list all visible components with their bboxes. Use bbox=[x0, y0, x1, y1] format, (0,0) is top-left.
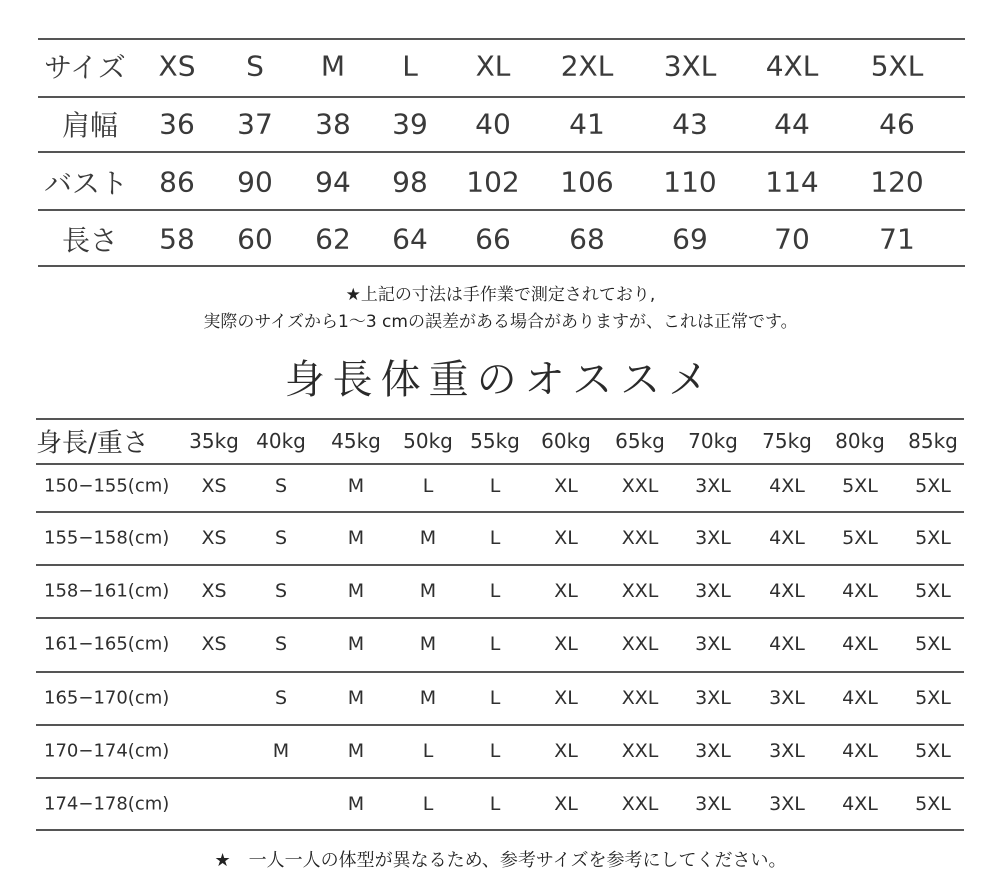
size-table-rule bbox=[38, 151, 965, 153]
recommend-size-cell: L bbox=[422, 475, 434, 497]
recommend-size-cell: L bbox=[489, 687, 501, 709]
recommend-size-cell: XL bbox=[554, 633, 578, 655]
recommend-size-cell: M bbox=[419, 580, 437, 602]
recommend-size-cell: 5XL bbox=[915, 580, 951, 602]
recommend-size-cell: 5XL bbox=[842, 475, 878, 497]
recommend-size-cell: XL bbox=[554, 687, 578, 709]
recommend-size-cell: M bbox=[347, 793, 365, 815]
size-table-rule bbox=[38, 96, 965, 98]
measurement-note-line-2: 実際のサイズから1〜3 cmの誤差がある場合がありますが、これは正常です。 bbox=[203, 312, 798, 332]
recommend-size-cell: 3XL bbox=[695, 687, 731, 709]
recommend-size-cell: 3XL bbox=[695, 580, 731, 602]
recommend-size-cell: M bbox=[347, 687, 365, 709]
recommend-header-weight: 75kg bbox=[762, 429, 812, 453]
recommend-size-cell: 3XL bbox=[695, 527, 731, 549]
recommend-size-cell: XXL bbox=[621, 580, 659, 602]
size-header-cell: 2XL bbox=[560, 49, 614, 83]
recommend-header-weight: 60kg bbox=[541, 429, 591, 453]
recommend-size-cell: XXL bbox=[621, 687, 659, 709]
size-table-rule bbox=[38, 209, 965, 211]
recommend-size-cell: L bbox=[489, 580, 501, 602]
size-value-cell: 39 bbox=[392, 107, 428, 141]
recommend-header-weight: 40kg bbox=[256, 429, 306, 453]
size-header-cell: 3XL bbox=[663, 49, 717, 83]
size-value-cell: 36 bbox=[159, 107, 195, 141]
recommend-size-cell: 3XL bbox=[769, 687, 805, 709]
recommend-height-range: 170−174(cm) bbox=[44, 740, 170, 762]
recommend-header-weight: 55kg bbox=[470, 429, 520, 453]
recommend-size-cell: 5XL bbox=[915, 527, 951, 549]
recommend-size-cell: S bbox=[274, 475, 288, 497]
size-header-cell: XL bbox=[475, 49, 511, 83]
recommend-size-cell: XL bbox=[554, 475, 578, 497]
recommend-header-weight: 80kg bbox=[835, 429, 885, 453]
size-value-cell: 106 bbox=[560, 165, 614, 199]
recommend-size-cell: 4XL bbox=[842, 580, 878, 602]
size-header-cell: XS bbox=[158, 49, 196, 83]
recommend-header-weight: 70kg bbox=[688, 429, 738, 453]
recommend-size-cell: L bbox=[489, 527, 501, 549]
recommend-size-cell: 4XL bbox=[769, 633, 805, 655]
recommend-height-range: 158−161(cm) bbox=[44, 580, 170, 602]
size-header-label: サイズ bbox=[44, 51, 126, 84]
recommend-size-cell: M bbox=[419, 527, 437, 549]
recommend-size-cell: 5XL bbox=[915, 475, 951, 497]
recommend-size-cell: M bbox=[419, 687, 437, 709]
recommend-table-rule bbox=[36, 511, 964, 513]
recommend-size-cell: 3XL bbox=[769, 793, 805, 815]
recommend-size-cell: 4XL bbox=[842, 687, 878, 709]
recommend-size-cell: 4XL bbox=[769, 527, 805, 549]
size-value-cell: 60 bbox=[237, 222, 273, 256]
size-value-cell: 62 bbox=[315, 222, 351, 256]
recommend-size-cell: L bbox=[489, 633, 501, 655]
recommend-size-cell: XXL bbox=[621, 475, 659, 497]
recommend-size-cell: S bbox=[274, 527, 288, 549]
recommend-size-cell: 4XL bbox=[842, 740, 878, 762]
recommend-table-rule bbox=[36, 463, 964, 465]
size-value-cell: 66 bbox=[475, 222, 511, 256]
recommend-table-rule bbox=[36, 564, 964, 566]
recommend-size-cell: XS bbox=[201, 527, 227, 549]
recommend-size-cell: L bbox=[489, 793, 501, 815]
size-value-cell: 64 bbox=[392, 222, 428, 256]
recommend-header-weight: 85kg bbox=[908, 429, 958, 453]
recommend-size-cell: XXL bbox=[621, 793, 659, 815]
recommend-table-rule bbox=[36, 671, 964, 673]
size-value-cell: 44 bbox=[774, 107, 810, 141]
size-header-cell: L bbox=[402, 49, 418, 83]
size-header-cell: S bbox=[246, 49, 264, 83]
size-value-cell: 46 bbox=[879, 107, 915, 141]
recommend-size-cell: 3XL bbox=[695, 633, 731, 655]
recommend-size-cell: 4XL bbox=[842, 633, 878, 655]
size-row-label: バスト bbox=[44, 167, 129, 200]
recommend-size-cell: M bbox=[347, 740, 365, 762]
recommend-size-cell: 3XL bbox=[695, 740, 731, 762]
size-header-cell: 5XL bbox=[870, 49, 924, 83]
recommend-table-rule bbox=[36, 829, 964, 831]
recommend-height-range: 150−155(cm) bbox=[44, 475, 170, 497]
recommend-table-rule bbox=[36, 724, 964, 726]
recommend-height-range: 155−158(cm) bbox=[44, 527, 170, 549]
recommend-size-cell: XS bbox=[201, 475, 227, 497]
recommend-size-cell: S bbox=[274, 580, 288, 602]
recommend-size-cell: M bbox=[347, 527, 365, 549]
recommend-header-weight: 45kg bbox=[331, 429, 381, 453]
recommend-size-cell: XS bbox=[201, 580, 227, 602]
recommend-size-cell: 5XL bbox=[915, 740, 951, 762]
size-value-cell: 41 bbox=[569, 107, 605, 141]
recommend-height-range: 161−165(cm) bbox=[44, 633, 170, 655]
size-header-cell: M bbox=[320, 49, 346, 83]
recommend-height-range: 174−178(cm) bbox=[44, 793, 170, 815]
size-value-cell: 40 bbox=[475, 107, 511, 141]
recommend-size-cell: 3XL bbox=[695, 475, 731, 497]
measurement-note-line-1: ★上記の寸法は手作業で測定されており, bbox=[345, 285, 656, 305]
recommend-size-cell: XXL bbox=[621, 740, 659, 762]
size-value-cell: 43 bbox=[672, 107, 708, 141]
size-value-cell: 68 bbox=[569, 222, 605, 256]
recommend-size-cell: 3XL bbox=[769, 740, 805, 762]
size-table-rule bbox=[38, 265, 965, 267]
size-row-label: 長さ bbox=[62, 224, 119, 257]
size-value-cell: 120 bbox=[870, 165, 924, 199]
recommend-size-cell: L bbox=[422, 793, 434, 815]
size-header-cell: 4XL bbox=[765, 49, 819, 83]
recommend-size-cell: M bbox=[272, 740, 290, 762]
size-value-cell: 70 bbox=[774, 222, 810, 256]
recommend-header-weight: 35kg bbox=[189, 429, 239, 453]
recommend-table-rule bbox=[36, 777, 964, 779]
size-value-cell: 38 bbox=[315, 107, 351, 141]
recommend-size-cell: S bbox=[274, 687, 288, 709]
size-value-cell: 98 bbox=[392, 165, 428, 199]
recommend-size-cell: XL bbox=[554, 580, 578, 602]
size-value-cell: 90 bbox=[237, 165, 273, 199]
recommend-size-cell: L bbox=[489, 740, 501, 762]
recommend-size-cell: M bbox=[347, 580, 365, 602]
size-value-cell: 114 bbox=[765, 165, 819, 199]
recommend-size-cell: XXL bbox=[621, 633, 659, 655]
footer-note: ★ 一人一人の体型が異なるため、参考サイズを参考にしてください。 bbox=[214, 850, 787, 871]
size-value-cell: 110 bbox=[663, 165, 717, 199]
recommend-size-cell: XL bbox=[554, 793, 578, 815]
recommend-header-weight: 50kg bbox=[403, 429, 453, 453]
recommend-size-cell: 4XL bbox=[769, 475, 805, 497]
size-value-cell: 102 bbox=[466, 165, 520, 199]
recommend-size-cell: M bbox=[419, 633, 437, 655]
recommend-header-weight: 65kg bbox=[615, 429, 665, 453]
recommend-size-cell: 5XL bbox=[842, 527, 878, 549]
recommend-header-label: 身長/重さ bbox=[36, 428, 149, 459]
size-value-cell: 58 bbox=[159, 222, 195, 256]
size-value-cell: 94 bbox=[315, 165, 351, 199]
recommend-size-cell: 5XL bbox=[915, 633, 951, 655]
recommend-size-cell: 5XL bbox=[915, 687, 951, 709]
recommend-size-cell: 3XL bbox=[695, 793, 731, 815]
recommend-table-rule bbox=[36, 418, 964, 420]
recommend-table-rule bbox=[36, 617, 964, 619]
recommend-size-cell: 4XL bbox=[769, 580, 805, 602]
size-row-label: 肩幅 bbox=[62, 109, 119, 142]
recommend-size-cell: XXL bbox=[621, 527, 659, 549]
size-value-cell: 86 bbox=[159, 165, 195, 199]
recommend-size-cell: M bbox=[347, 475, 365, 497]
recommend-height-range: 165−170(cm) bbox=[44, 687, 170, 709]
size-value-cell: 69 bbox=[672, 222, 708, 256]
recommend-size-cell: L bbox=[489, 475, 501, 497]
recommend-size-cell: 4XL bbox=[842, 793, 878, 815]
recommend-title: 身長体重のオススメ bbox=[284, 357, 717, 403]
size-value-cell: 71 bbox=[879, 222, 915, 256]
recommend-size-cell: S bbox=[274, 633, 288, 655]
recommend-size-cell: XL bbox=[554, 740, 578, 762]
recommend-size-cell: M bbox=[347, 633, 365, 655]
recommend-size-cell: L bbox=[422, 740, 434, 762]
size-value-cell: 37 bbox=[237, 107, 273, 141]
size-table-rule bbox=[38, 38, 965, 40]
recommend-size-cell: 5XL bbox=[915, 793, 951, 815]
recommend-size-cell: XL bbox=[554, 527, 578, 549]
recommend-size-cell: XS bbox=[201, 633, 227, 655]
